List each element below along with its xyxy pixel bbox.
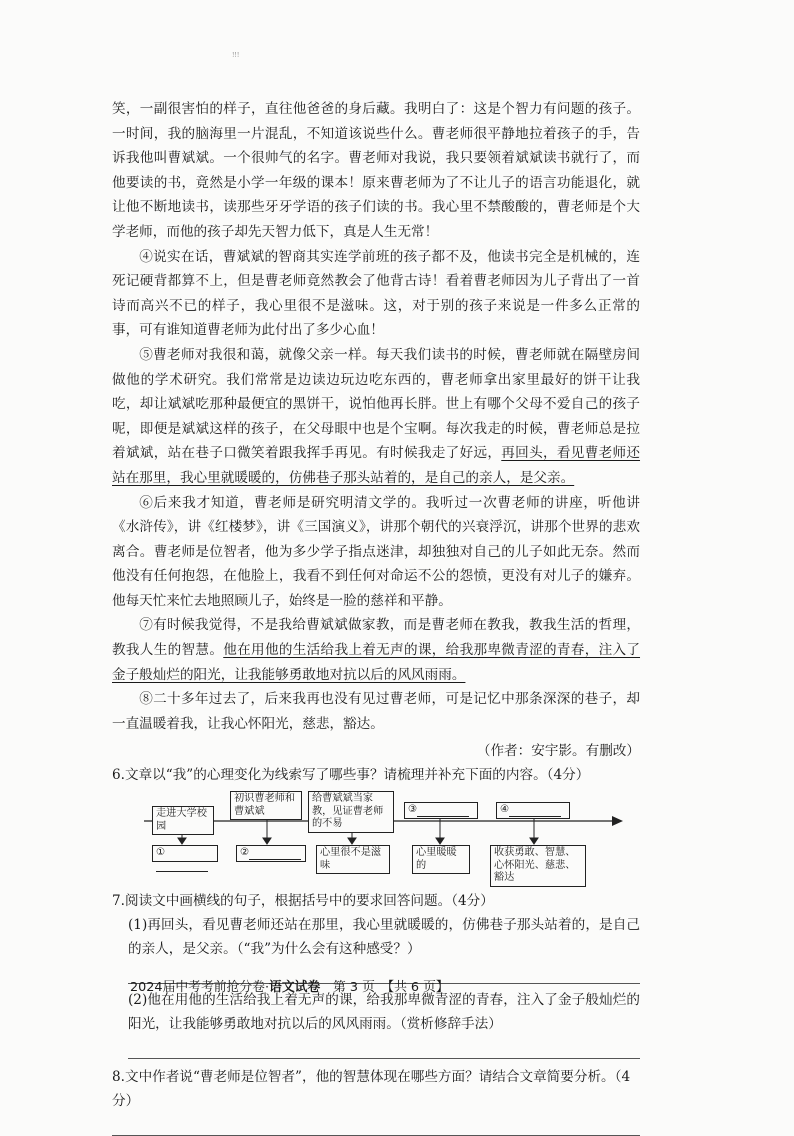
paragraph-intro: 笑，一副很害怕的样子，直往他爸爸的身后藏。我明白了：这是个智力有问题的孩子。一时间，我的脑海里一片混乱，不知道该说些什么。曹老师很平静地拉着孩子的手，告诉我他叫曹斌斌。一个很帅气的名字。曹老师对我说，我只要领着斌斌读书就行了，而他要读的书，竟然是小学一年级的课本！原来曹老师为了不让儿子的语言功能退化，就让他不断地读书，读那些牙牙学语的孩子们读的书。我心里不禁酸酸的，曹老师是个大学老师，而他的孩子却先天智力低下，真是人生无常！ — [112, 101, 640, 240]
paragraph-7-text: ⑦有时候我觉得，不是我给曹斌斌做家教，而是曹老师在教我，教我生活的哲理，教我人生的智慧。 — [112, 617, 640, 659]
event-box-blank-4: ④ — [496, 802, 570, 819]
feeling-box-4: 心里暖暖的 — [412, 845, 470, 874]
answer-line-7-2[interactable] — [128, 1036, 640, 1059]
event-box-2: 初识曹老师和曹斌斌 — [230, 791, 302, 820]
question-6: 6.文章以“我”的心理变化为线索写了哪些事？请梳理并补充下面的内容。（4分） — [112, 767, 590, 784]
feeling-box-blank-1: ① — [152, 845, 218, 862]
footer-page-number: 第 3 页 【共 6 页】 — [333, 980, 449, 995]
paragraph-6: ⑥后来我才知道，曹老师是研究明清文学的。我听过一次曹老师的讲座，听他讲《水浒传》，讲《红楼梦》，讲《三国演义》，讲那个朝代的兴衰浮沉，讲那个世界的悲欢离合。曹老师是位智者，他为多少学子指点迷津，却独独对自己的儿子如此无奈。然而他没有任何抱怨，在他脸上，我看不到任何对命运不公的怨愤，更没有对儿子的嫌弃。他每天忙来忙去地照顾儿子，始终是一脸的慈祥和平静。 — [112, 494, 640, 609]
question-7-2: (2)他在用他的生活给我上着无声的课，给我那卑微青涩的青春，注入了金子般灿烂的阳光，让我能够勇敢地对抗以后的风风雨雨。（赏析修辞手法） — [128, 992, 640, 1033]
event-box-blank-3: ③ — [404, 802, 478, 819]
question-8: 8.文中作者说“曹老师是位智者”，他的智慧体现在哪些方面？请结合文章简要分析。（4分） — [112, 1069, 631, 1110]
feeling-box-5: 收获勇敢、智慧、心怀阳光、慈悲、豁达 — [490, 845, 586, 887]
footer-exam-name: 2024届中考考前抢分卷· — [130, 980, 270, 995]
answer-line-8[interactable] — [112, 1113, 640, 1136]
author-note: （作者：安宇影。有删改） — [476, 743, 640, 760]
question-7: 7.阅读文中画横线的句子，根据括号中的要求回答问题。（4分） — [112, 893, 494, 910]
event-box-1: 走进大学校园 — [152, 806, 214, 835]
paragraph-4: ④说实在话，曹斌斌的智商其实连学前班的孩子都不及，他读书完全是机械的，连死记硬背都算不上，但是曹老师竟然教会了他背古诗！看着曹老师因为儿子背出了一首诗而高兴不已的样子，我心里很不是滋味。这，对于别的孩子来说是一件多么正常的事，可有谁知道曹老师为此付出了多少心血！ — [112, 248, 640, 339]
event-box-3: 给曹斌斌当家教，见证曹老师的不易 — [308, 791, 394, 833]
paragraph-5 — [112, 343, 640, 491]
timeline-diagram — [112, 791, 640, 884]
page-footer — [130, 976, 449, 995]
paragraph-5-text: ⑤曹老师对我很和蔼，就像父亲一样。每天我们读书的时候，曹老师就在隔壁房间做他的学术研究。我们常常是边读边玩边吃东西的，曹老师拿出家里最好的饼干让我吃，却让斌斌吃那种最便宜的黑饼干，说怕他再长胖。世上有哪个父母不爱自己的孩子呢，即便是斌斌这样的孩子，在父母眼中也是个宝啊。每次我走的时候，曹老师总是拉着斌斌，站在巷子口微笑着跟我挥手再见。有时候我走了好远， — [112, 346, 640, 462]
paragraph-7 — [112, 613, 640, 687]
feeling-box-blank-2: ② — [236, 845, 306, 862]
feeling-box-3: 心里很不是滋味 — [316, 845, 390, 874]
paragraph-8: ⑧二十多年过去了，后来我再也没有见过曹老师，可是记忆中那条深深的巷子，却一直温暖着我，让我心怀阳光，慈悲，豁达。 — [112, 691, 640, 732]
footer-subject: 语文试卷 — [269, 980, 321, 995]
underlined-sentence-2: 他在用他的生活给我上着无声的课，给我那卑微青涩的青春，注入了金子般灿烂的阳光，让我能够勇敢地对抗以后的风风雨雨。 — [112, 642, 641, 683]
question-7-1: (1)再回头，看见曹老师还站在那里，我心里就暖暖的，仿佛巷子那头站着的，是自己的亲人，是父亲。（“我”为什么会有这种感受？） — [128, 917, 640, 958]
underlined-sentence-1: 再回头，看见曹老师还站在那里，我心里就暖暖的，仿佛巷子那头站着的，是自己的亲人，是父亲。 — [112, 445, 641, 486]
timeline-arrowhead — [612, 816, 623, 826]
page-mark: !!! — [232, 52, 240, 59]
